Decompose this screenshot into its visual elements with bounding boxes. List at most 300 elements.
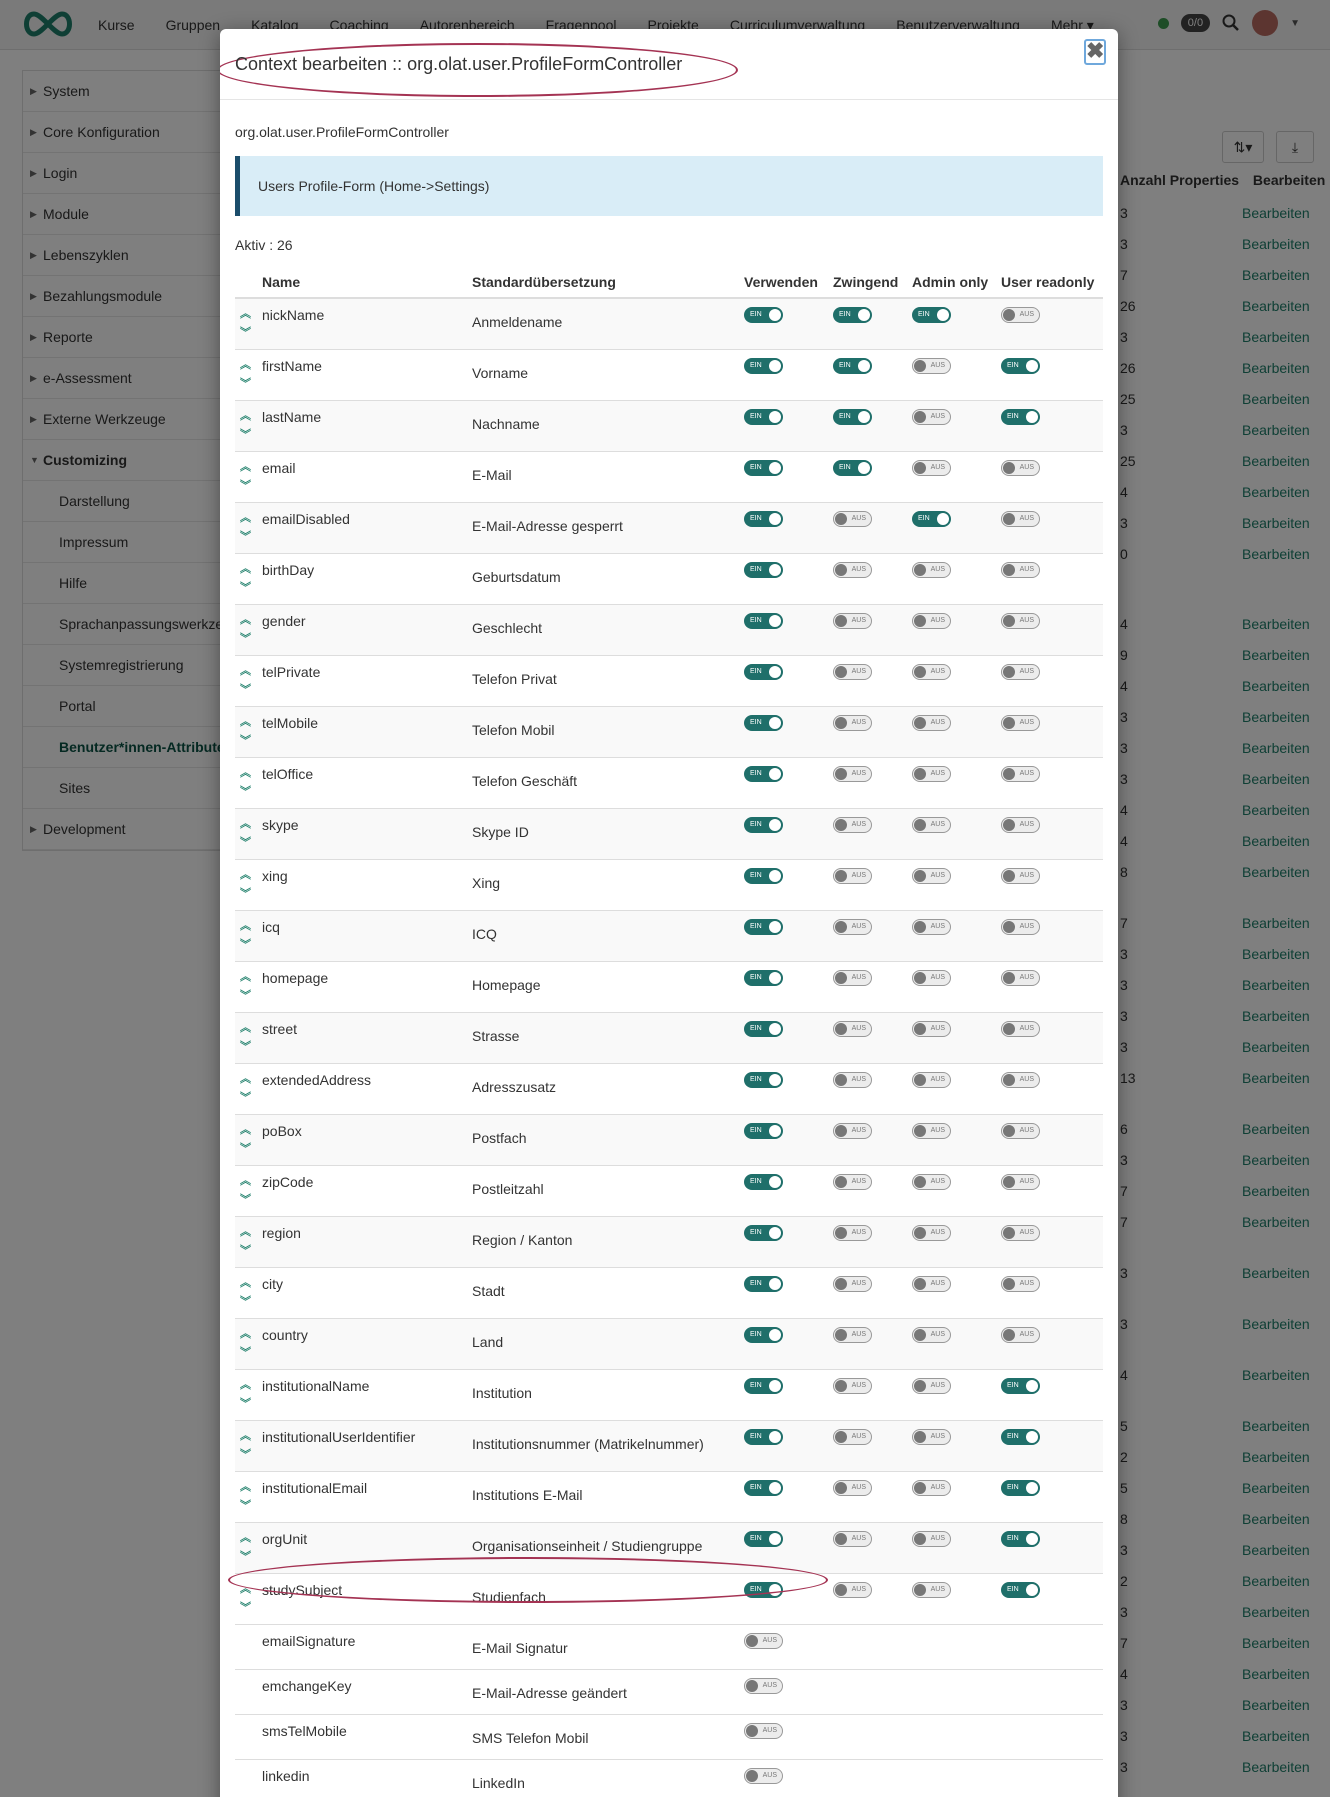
toggle-knob xyxy=(769,1023,781,1035)
toggle-label: AUS xyxy=(1019,1024,1034,1032)
table-row xyxy=(235,808,1103,859)
admin-only-toggle-cell xyxy=(912,1216,1001,1267)
property-translation: Region / Kanton xyxy=(472,1216,744,1267)
move-down-icon[interactable]: ︾ xyxy=(240,785,251,798)
toggle-knob xyxy=(835,1125,847,1137)
admin-only-toggle[interactable] xyxy=(912,307,951,323)
move-up-icon[interactable]: ︽ xyxy=(240,511,251,524)
user-readonly-toggle-cell xyxy=(1001,400,1103,451)
use-toggle[interactable] xyxy=(744,562,783,578)
user-readonly-toggle[interactable] xyxy=(1001,1480,1040,1496)
use-toggle[interactable] xyxy=(744,511,783,527)
admin-only-toggle[interactable] xyxy=(912,766,951,782)
toggle-label: AUS xyxy=(930,922,945,930)
toggle-label: AUS xyxy=(851,1432,866,1440)
toggle-knob xyxy=(835,666,847,678)
toggle-label: EIN xyxy=(750,565,762,573)
user-readonly-toggle-cell xyxy=(1001,910,1103,961)
move-down-icon[interactable]: ︾ xyxy=(240,1550,251,1563)
use-toggle[interactable] xyxy=(744,919,783,935)
property-translation: E-Mail xyxy=(472,451,744,502)
user-readonly-toggle[interactable] xyxy=(1001,460,1040,476)
toggle-label: AUS xyxy=(762,1681,777,1689)
use-toggle[interactable] xyxy=(744,460,783,476)
user-readonly-toggle[interactable] xyxy=(1001,307,1040,323)
use-toggle[interactable] xyxy=(744,1678,783,1694)
move-up-icon[interactable]: ︽ xyxy=(240,919,251,932)
mandatory-toggle[interactable] xyxy=(833,1123,872,1139)
user-readonly-toggle[interactable] xyxy=(1001,562,1040,578)
property-translation: Vorname xyxy=(472,349,744,400)
use-toggle[interactable] xyxy=(744,1174,783,1190)
column-header-name[interactable]: Name xyxy=(262,266,472,298)
move-down-icon[interactable]: ︾ xyxy=(240,734,251,747)
mandatory-toggle[interactable] xyxy=(833,1174,872,1190)
toggle-knob xyxy=(769,1431,781,1443)
property-name: country xyxy=(262,1318,472,1369)
column-header-admin-only[interactable]: Admin only xyxy=(912,266,1001,298)
mandatory-toggle[interactable] xyxy=(833,868,872,884)
reorder-cell xyxy=(235,400,262,451)
toggle-label: AUS xyxy=(1019,1075,1034,1083)
move-up-icon[interactable]: ︽ xyxy=(240,1072,251,1085)
admin-only-toggle[interactable] xyxy=(912,1429,951,1445)
move-up-icon[interactable]: ︽ xyxy=(240,358,251,371)
move-up-icon[interactable]: ︽ xyxy=(240,562,251,575)
admin-only-toggle[interactable] xyxy=(912,613,951,629)
mandatory-toggle[interactable] xyxy=(833,766,872,782)
use-toggle-cell xyxy=(744,961,833,1012)
mandatory-toggle-cell xyxy=(833,451,912,502)
table-row xyxy=(235,451,1103,502)
mandatory-toggle[interactable] xyxy=(833,562,872,578)
property-name: gender xyxy=(262,604,472,655)
use-toggle[interactable] xyxy=(744,1480,783,1496)
move-down-icon[interactable]: ︾ xyxy=(240,377,251,390)
admin-only-toggle[interactable] xyxy=(912,562,951,578)
mandatory-toggle[interactable] xyxy=(833,1276,872,1292)
use-toggle[interactable] xyxy=(744,664,783,680)
admin-only-toggle[interactable] xyxy=(912,358,951,374)
use-toggle[interactable] xyxy=(744,1723,783,1739)
use-toggle[interactable] xyxy=(744,1582,783,1598)
toggle-label: AUS xyxy=(930,1075,945,1083)
user-readonly-toggle[interactable] xyxy=(1001,1378,1040,1394)
admin-only-toggle[interactable] xyxy=(912,868,951,884)
admin-only-toggle[interactable] xyxy=(912,1531,951,1547)
toggle-label: AUS xyxy=(1019,514,1034,522)
move-up-icon[interactable]: ︽ xyxy=(240,613,251,626)
move-down-icon[interactable]: ︾ xyxy=(240,1499,251,1512)
toggle-knob xyxy=(746,1635,758,1647)
use-toggle[interactable] xyxy=(744,1072,783,1088)
toggle-knob xyxy=(1003,666,1015,678)
move-down-icon[interactable]: ︾ xyxy=(240,428,251,441)
table-row xyxy=(235,961,1103,1012)
use-toggle[interactable] xyxy=(744,1378,783,1394)
use-toggle[interactable] xyxy=(744,1531,783,1547)
move-down-icon[interactable]: ︾ xyxy=(240,1142,251,1155)
move-up-icon[interactable]: ︽ xyxy=(240,308,251,320)
user-readonly-toggle[interactable] xyxy=(1001,919,1040,935)
user-readonly-toggle[interactable] xyxy=(1001,1072,1040,1088)
toggle-label: EIN xyxy=(750,922,762,930)
toggle-knob xyxy=(835,768,847,780)
property-translation: Studienfach xyxy=(472,1573,744,1624)
admin-only-toggle[interactable] xyxy=(912,1276,951,1292)
move-up-icon[interactable]: ︽ xyxy=(240,1582,251,1595)
user-readonly-toggle[interactable] xyxy=(1001,358,1040,374)
user-readonly-toggle[interactable] xyxy=(1001,715,1040,731)
use-toggle-cell xyxy=(744,757,833,808)
column-header-use[interactable]: Verwenden xyxy=(744,266,833,298)
toggle-knob xyxy=(914,1533,926,1545)
property-translation: E-Mail-Adresse gesperrt xyxy=(472,502,744,553)
move-up-icon[interactable]: ︽ xyxy=(240,1531,251,1544)
move-up-icon[interactable]: ︽ xyxy=(240,1276,251,1289)
toggle-label: AUS xyxy=(851,1483,866,1491)
user-readonly-toggle[interactable] xyxy=(1001,1225,1040,1241)
move-down-icon[interactable]: ︾ xyxy=(240,632,251,645)
mandatory-toggle[interactable] xyxy=(833,1021,872,1037)
reorder-cell xyxy=(235,1471,262,1522)
empty-cell xyxy=(1001,1714,1103,1759)
toggle-knob xyxy=(1026,1482,1038,1494)
mandatory-toggle[interactable] xyxy=(833,1225,872,1241)
user-readonly-toggle[interactable] xyxy=(1001,1174,1040,1190)
move-up-icon[interactable]: ︽ xyxy=(240,1225,251,1238)
user-readonly-toggle-cell xyxy=(1001,1420,1103,1471)
property-name: orgUnit xyxy=(262,1522,472,1573)
toggle-label: EIN xyxy=(918,311,930,318)
user-readonly-toggle-cell xyxy=(1001,757,1103,808)
toggle-label: AUS xyxy=(762,1636,777,1644)
toggle-knob xyxy=(914,819,926,831)
use-toggle[interactable] xyxy=(744,1021,783,1037)
move-up-icon[interactable]: ︽ xyxy=(240,970,251,983)
user-readonly-toggle[interactable] xyxy=(1001,664,1040,680)
toggle-label: AUS xyxy=(851,922,866,930)
move-down-icon[interactable]: ︾ xyxy=(240,327,251,339)
move-up-icon[interactable]: ︽ xyxy=(240,715,251,728)
toggle-knob xyxy=(835,1431,847,1443)
move-down-icon[interactable]: ︾ xyxy=(240,530,251,543)
use-toggle[interactable] xyxy=(744,766,783,782)
toggle-knob xyxy=(769,462,781,474)
mandatory-toggle[interactable] xyxy=(833,664,872,680)
table-row xyxy=(235,1573,1103,1624)
toggle-label: AUS xyxy=(851,1075,866,1083)
reorder-cell xyxy=(235,451,262,502)
user-readonly-toggle[interactable] xyxy=(1001,1429,1040,1445)
move-up-icon[interactable]: ︽ xyxy=(240,1021,251,1034)
admin-only-toggle[interactable] xyxy=(912,1072,951,1088)
mandatory-toggle-cell xyxy=(833,1573,912,1624)
move-down-icon[interactable]: ︾ xyxy=(240,1448,251,1461)
empty-cell xyxy=(833,1624,912,1669)
toggle-label: AUS xyxy=(851,973,866,981)
empty-cell xyxy=(912,1669,1001,1714)
move-down-icon[interactable]: ︾ xyxy=(240,1244,251,1257)
toggle-knob xyxy=(835,819,847,831)
move-down-icon[interactable]: ︾ xyxy=(240,1091,251,1104)
toggle-knob xyxy=(769,1125,781,1137)
use-toggle-cell xyxy=(744,1471,833,1522)
move-down-icon[interactable]: ︾ xyxy=(240,683,251,696)
user-readonly-toggle-cell xyxy=(1001,502,1103,553)
user-readonly-toggle[interactable] xyxy=(1001,817,1040,833)
use-toggle[interactable] xyxy=(744,358,783,374)
toggle-knob xyxy=(746,1680,758,1692)
user-readonly-toggle[interactable] xyxy=(1001,613,1040,629)
table-row xyxy=(235,1114,1103,1165)
toggle-knob xyxy=(937,513,949,525)
property-name: telMobile xyxy=(262,706,472,757)
user-readonly-toggle-cell xyxy=(1001,1216,1103,1267)
admin-only-toggle[interactable] xyxy=(912,970,951,986)
column-header-translation[interactable]: Standardübersetzung xyxy=(472,266,744,298)
user-readonly-toggle-cell xyxy=(1001,451,1103,502)
move-up-icon[interactable]: ︽ xyxy=(240,868,251,881)
admin-only-toggle[interactable] xyxy=(912,460,951,476)
use-toggle-cell xyxy=(744,502,833,553)
admin-only-toggle[interactable] xyxy=(912,919,951,935)
admin-only-toggle-cell xyxy=(912,1114,1001,1165)
toggle-label: AUS xyxy=(1019,1279,1034,1287)
toggle-knob xyxy=(914,1380,926,1392)
use-toggle[interactable] xyxy=(744,1429,783,1445)
property-translation: Land xyxy=(472,1318,744,1369)
admin-only-toggle[interactable] xyxy=(912,1225,951,1241)
mandatory-toggle[interactable] xyxy=(833,1378,872,1394)
move-down-icon[interactable]: ︾ xyxy=(240,887,251,900)
column-header-user-readonly[interactable]: User readonly xyxy=(1001,266,1103,298)
mandatory-toggle[interactable] xyxy=(833,409,872,425)
mandatory-toggle[interactable] xyxy=(833,1327,872,1343)
close-icon[interactable]: ✖ xyxy=(1086,38,1105,63)
reorder-cell xyxy=(235,604,262,655)
admin-only-toggle[interactable] xyxy=(912,817,951,833)
move-up-icon[interactable]: ︽ xyxy=(240,1327,251,1340)
user-readonly-toggle[interactable] xyxy=(1001,511,1040,527)
user-readonly-toggle-cell xyxy=(1001,655,1103,706)
mandatory-toggle[interactable] xyxy=(833,1429,872,1445)
toggle-label: AUS xyxy=(1019,871,1034,879)
property-name: nickName xyxy=(262,298,472,349)
move-down-icon[interactable]: ︾ xyxy=(240,1295,251,1308)
toggle-knob xyxy=(835,1482,847,1494)
info-box: Users Profile-Form (Home->Settings) xyxy=(235,156,1103,216)
mandatory-toggle[interactable] xyxy=(833,307,872,323)
toggle-knob xyxy=(835,615,847,627)
use-toggle[interactable] xyxy=(744,970,783,986)
toggle-label: AUS xyxy=(1019,718,1034,726)
toggle-label: AUS xyxy=(1019,973,1034,981)
mandatory-toggle[interactable] xyxy=(833,358,872,374)
use-toggle[interactable] xyxy=(744,715,783,731)
toggle-label: AUS xyxy=(930,871,945,879)
admin-only-toggle[interactable] xyxy=(912,1480,951,1496)
toggle-label: EIN xyxy=(750,1279,762,1287)
move-down-icon[interactable]: ︾ xyxy=(240,989,251,1002)
mandatory-toggle-cell xyxy=(833,1165,912,1216)
use-toggle[interactable] xyxy=(744,1327,783,1343)
user-readonly-toggle[interactable] xyxy=(1001,1582,1040,1598)
toggle-label: EIN xyxy=(750,1024,762,1032)
use-toggle-cell xyxy=(744,1669,833,1714)
admin-only-toggle[interactable] xyxy=(912,1582,951,1598)
use-toggle-cell xyxy=(744,1267,833,1318)
admin-only-toggle[interactable] xyxy=(912,1021,951,1037)
user-readonly-toggle-cell xyxy=(1001,1165,1103,1216)
mandatory-toggle[interactable] xyxy=(833,919,872,935)
table-row xyxy=(235,604,1103,655)
admin-only-toggle[interactable] xyxy=(912,511,951,527)
toggle-knob xyxy=(769,819,781,831)
admin-only-toggle-cell xyxy=(912,502,1001,553)
admin-only-toggle-cell xyxy=(912,808,1001,859)
user-readonly-toggle[interactable] xyxy=(1001,868,1040,884)
move-down-icon[interactable]: ︾ xyxy=(240,938,251,951)
toggle-knob xyxy=(769,768,781,780)
mandatory-toggle[interactable] xyxy=(833,1531,872,1547)
admin-only-toggle[interactable] xyxy=(912,1123,951,1139)
toggle-knob xyxy=(1026,1533,1038,1545)
user-readonly-toggle[interactable] xyxy=(1001,766,1040,782)
toggle-knob xyxy=(769,564,781,576)
property-translation: Homepage xyxy=(472,961,744,1012)
admin-only-toggle[interactable] xyxy=(912,1174,951,1190)
move-up-icon[interactable]: ︽ xyxy=(240,1480,251,1493)
toggle-label: AUS xyxy=(930,1330,945,1338)
property-translation: Adresszusatz xyxy=(472,1063,744,1114)
admin-only-toggle[interactable] xyxy=(912,715,951,731)
use-toggle[interactable] xyxy=(744,1123,783,1139)
toggle-label: AUS xyxy=(930,1024,945,1032)
use-toggle[interactable] xyxy=(744,307,783,323)
move-up-icon[interactable]: ︽ xyxy=(240,460,251,473)
use-toggle[interactable] xyxy=(744,1225,783,1241)
mandatory-toggle[interactable] xyxy=(833,817,872,833)
use-toggle-cell xyxy=(744,298,833,349)
move-down-icon[interactable]: ︾ xyxy=(240,1346,251,1359)
use-toggle[interactable] xyxy=(744,409,783,425)
user-readonly-toggle[interactable] xyxy=(1001,1531,1040,1547)
move-up-icon[interactable]: ︽ xyxy=(240,1174,251,1187)
toggle-knob xyxy=(914,921,926,933)
toggle-label: AUS xyxy=(930,820,945,828)
dialog-header xyxy=(220,29,1118,100)
toggle-label: EIN xyxy=(750,463,762,471)
move-down-icon[interactable]: ︾ xyxy=(240,1040,251,1053)
move-up-icon[interactable]: ︽ xyxy=(240,766,251,779)
property-translation: Skype ID xyxy=(472,808,744,859)
move-down-icon[interactable]: ︾ xyxy=(240,1601,251,1614)
toggle-label: AUS xyxy=(1019,1228,1034,1236)
toggle-knob xyxy=(769,1278,781,1290)
move-up-icon[interactable]: ︽ xyxy=(240,664,251,677)
toggle-knob xyxy=(769,513,781,525)
move-down-icon[interactable]: ︾ xyxy=(240,1193,251,1206)
properties-table xyxy=(235,266,1103,1797)
column-header-mandatory[interactable]: Zwingend xyxy=(833,266,912,298)
use-toggle[interactable] xyxy=(744,1633,783,1649)
use-toggle[interactable] xyxy=(744,1768,783,1784)
empty-cell xyxy=(1001,1624,1103,1669)
mandatory-toggle[interactable] xyxy=(833,511,872,527)
mandatory-toggle[interactable] xyxy=(833,613,872,629)
use-toggle[interactable] xyxy=(744,1276,783,1292)
user-readonly-toggle[interactable] xyxy=(1001,1123,1040,1139)
reorder-cell xyxy=(235,349,262,400)
toggle-knob xyxy=(769,1584,781,1596)
move-up-icon[interactable]: ︽ xyxy=(240,817,251,830)
admin-only-toggle[interactable] xyxy=(912,409,951,425)
move-down-icon[interactable]: ︾ xyxy=(240,581,251,594)
move-down-icon[interactable]: ︾ xyxy=(240,836,251,849)
property-name: emchangeKey xyxy=(262,1669,472,1714)
table-row xyxy=(235,1471,1103,1522)
admin-only-toggle[interactable] xyxy=(912,1378,951,1394)
toggle-knob xyxy=(914,1023,926,1035)
toggle-label: EIN xyxy=(750,1330,762,1338)
toggle-knob xyxy=(835,1329,847,1341)
user-readonly-toggle-cell xyxy=(1001,961,1103,1012)
admin-only-toggle[interactable] xyxy=(912,1327,951,1343)
mandatory-toggle[interactable] xyxy=(833,715,872,731)
use-toggle[interactable] xyxy=(744,868,783,884)
toggle-knob xyxy=(769,615,781,627)
move-down-icon[interactable]: ︾ xyxy=(240,479,251,492)
move-up-icon[interactable]: ︽ xyxy=(240,1429,251,1442)
property-translation: SMS Telefon Mobil xyxy=(472,1714,744,1759)
property-name: lastName xyxy=(262,400,472,451)
table-row xyxy=(235,1369,1103,1420)
reorder-cell xyxy=(235,1714,262,1759)
property-name: emailDisabled xyxy=(262,502,472,553)
mandatory-toggle-cell xyxy=(833,553,912,604)
user-readonly-toggle[interactable] xyxy=(1001,1021,1040,1037)
move-up-icon[interactable]: ︽ xyxy=(240,1378,251,1391)
use-toggle[interactable] xyxy=(744,613,783,629)
admin-only-toggle[interactable] xyxy=(912,664,951,680)
mandatory-toggle[interactable] xyxy=(833,1480,872,1496)
toggle-label: EIN xyxy=(839,463,851,471)
toggle-knob xyxy=(914,360,926,372)
toggle-label: EIN xyxy=(750,361,762,369)
user-readonly-toggle[interactable] xyxy=(1001,970,1040,986)
mandatory-toggle-cell xyxy=(833,1318,912,1369)
use-toggle-cell xyxy=(744,349,833,400)
mandatory-toggle[interactable] xyxy=(833,460,872,476)
toggle-knob xyxy=(1003,768,1015,780)
mandatory-toggle[interactable] xyxy=(833,970,872,986)
mandatory-toggle[interactable] xyxy=(833,1582,872,1598)
user-readonly-toggle-cell xyxy=(1001,604,1103,655)
toggle-label: EIN xyxy=(750,311,762,318)
use-toggle[interactable] xyxy=(744,817,783,833)
user-readonly-toggle[interactable] xyxy=(1001,409,1040,425)
user-readonly-toggle[interactable] xyxy=(1001,1276,1040,1292)
move-up-icon[interactable]: ︽ xyxy=(240,409,251,422)
user-readonly-toggle[interactable] xyxy=(1001,1327,1040,1343)
move-down-icon[interactable]: ︾ xyxy=(240,1397,251,1410)
mandatory-toggle[interactable] xyxy=(833,1072,872,1088)
move-up-icon[interactable]: ︽ xyxy=(240,1123,251,1136)
toggle-knob xyxy=(937,309,949,321)
table-row xyxy=(235,502,1103,553)
use-toggle-cell xyxy=(744,1216,833,1267)
